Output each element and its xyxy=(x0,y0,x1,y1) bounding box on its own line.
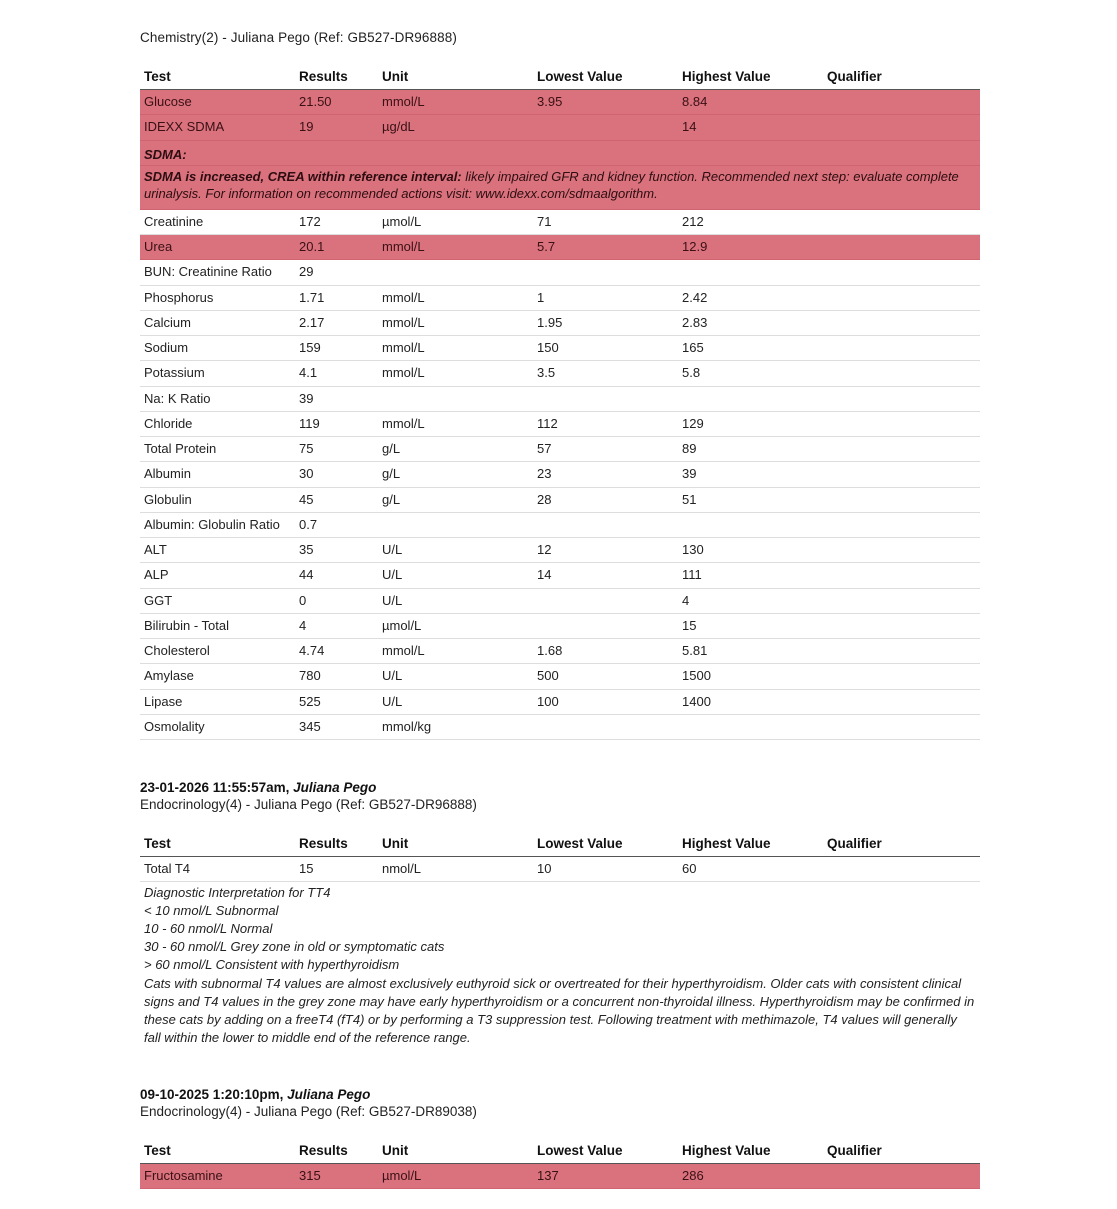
cell-result: 525 xyxy=(295,689,378,714)
cell-unit xyxy=(378,512,533,537)
cell-low: 1.95 xyxy=(533,310,678,335)
table-body xyxy=(140,857,980,882)
cell-low: 5.7 xyxy=(533,235,678,260)
cell-test: Glucose xyxy=(140,90,295,115)
column-header-results: Results xyxy=(295,834,378,857)
cell-low xyxy=(533,386,678,411)
column-header-test: Test xyxy=(140,1141,295,1164)
cell-result: 315 xyxy=(295,1163,378,1188)
cell-qualifier xyxy=(823,235,980,260)
cell-test: Amylase xyxy=(140,664,295,689)
cell-test: Total T4 xyxy=(140,857,295,882)
cell-result: 0 xyxy=(295,588,378,613)
cell-low: 100 xyxy=(533,689,678,714)
lab-results-table-chemistry xyxy=(140,67,980,740)
cell-high: 1500 xyxy=(678,664,823,689)
cell-low xyxy=(533,613,678,638)
cell-result: 29 xyxy=(295,260,378,285)
column-header-qualifier: Qualifier xyxy=(823,834,980,857)
cell-high: 51 xyxy=(678,487,823,512)
lab-results-table-endocrinology-2 xyxy=(140,1141,980,1189)
table-row xyxy=(140,588,980,613)
cell-unit: mmol/L xyxy=(378,235,533,260)
cell-high: 165 xyxy=(678,336,823,361)
cell-result: 45 xyxy=(295,487,378,512)
interpretation-line: > 60 nmol/L Consistent with hyperthyroidism xyxy=(144,956,400,972)
cell-unit: U/L xyxy=(378,664,533,689)
cell-unit: U/L xyxy=(378,588,533,613)
table-row xyxy=(140,411,980,436)
cell-low xyxy=(533,588,678,613)
section-spacer xyxy=(140,1047,977,1087)
section-title-endocrinology-1: Endocrinology(4) - Juliana Pego (Ref: GB527-DR96888) xyxy=(140,797,477,813)
cell-low: 71 xyxy=(533,209,678,234)
table-row xyxy=(140,714,980,739)
cell-result: 35 xyxy=(295,538,378,563)
cell-qualifier xyxy=(823,437,980,462)
cell-low xyxy=(533,115,678,140)
interpretation-line: 30 - 60 nmol/L Grey zone in old or symptomatic cats xyxy=(144,938,445,954)
record-date: 09-10-2025 1:20:10pm, xyxy=(140,1086,284,1102)
column-header-test: Test xyxy=(140,834,295,857)
cell-unit: U/L xyxy=(378,538,533,563)
column-header-results: Results xyxy=(295,67,378,90)
sdma-note-title xyxy=(140,140,980,165)
cell-unit: mmol/L xyxy=(378,361,533,386)
table-header-row xyxy=(140,1141,980,1164)
cell-high: 286 xyxy=(678,1163,823,1188)
table-row xyxy=(140,361,980,386)
cell-result: 159 xyxy=(295,336,378,361)
cell-high: 8.84 xyxy=(678,90,823,115)
table-row xyxy=(140,664,980,689)
interpretation-paragraph: Cats with subnormal T4 values are almost exclusively euthyroid sick or overtreated for their hyperthyroidism. Older cats with consistent clinical signs and T4 values in the grey zone may have early hyperthyroidism or a concurrent non-thyroidal illness. Hyperthyroidism may be confirmed in these cats by adding on a freeT4 (fT4) or by performing a T3 suppression test. Following treatment with methimazole, T4 values will generally fall within the lower to middle end of the reference range. xyxy=(144,976,975,1045)
column-header-unit: Unit xyxy=(378,1141,533,1164)
column-header-test: Test xyxy=(140,67,295,90)
cell-test: Total Protein xyxy=(140,437,295,462)
cell-result: 75 xyxy=(295,437,378,462)
cell-low xyxy=(533,512,678,537)
cell-qualifier xyxy=(823,336,980,361)
interpretation-line: < 10 nmol/L Subnormal xyxy=(144,903,279,919)
table-row xyxy=(140,386,980,411)
column-header-qualifier: Qualifier xyxy=(823,1141,980,1164)
cell-result: 172 xyxy=(295,209,378,234)
cell-test: Sodium xyxy=(140,336,295,361)
cell-qualifier xyxy=(823,1163,980,1188)
cell-qualifier xyxy=(823,639,980,664)
cell-unit xyxy=(378,260,533,285)
table-header xyxy=(140,67,980,90)
cell-high xyxy=(678,714,823,739)
cell-unit xyxy=(378,386,533,411)
cell-unit: g/L xyxy=(378,487,533,512)
cell-test: Urea xyxy=(140,235,295,260)
diagnostic-interpretation xyxy=(140,882,980,1046)
cell-qualifier xyxy=(823,613,980,638)
column-header-highest-value: Highest Value xyxy=(678,834,823,857)
cell-test: ALT xyxy=(140,538,295,563)
cell-low: 1.68 xyxy=(533,639,678,664)
table-body xyxy=(140,90,980,740)
cell-qualifier xyxy=(823,714,980,739)
cell-unit: mmol/L xyxy=(378,336,533,361)
table-row xyxy=(140,235,980,260)
cell-low: 1 xyxy=(533,285,678,310)
interpretation-line: 10 - 60 nmol/L Normal xyxy=(144,920,273,936)
record-header-endocrinology-1 xyxy=(140,780,977,795)
cell-unit: nmol/L xyxy=(378,857,533,882)
table-row xyxy=(140,90,980,115)
cell-unit: g/L xyxy=(378,462,533,487)
cell-high: 111 xyxy=(678,563,823,588)
cell-qualifier xyxy=(823,310,980,335)
cell-high: 2.83 xyxy=(678,310,823,335)
sdma-note-title-row xyxy=(140,140,980,165)
cell-low: 112 xyxy=(533,411,678,436)
cell-high: 129 xyxy=(678,411,823,436)
cell-high: 12.9 xyxy=(678,235,823,260)
cell-low: 500 xyxy=(533,664,678,689)
cell-test: Albumin xyxy=(140,462,295,487)
cell-high xyxy=(678,260,823,285)
cell-test: Potassium xyxy=(140,361,295,386)
record-clinician: Juliana Pego xyxy=(293,780,377,796)
record-date: 23-01-2026 11:55:57am, xyxy=(140,780,290,796)
table-row xyxy=(140,1163,980,1188)
cell-qualifier xyxy=(823,538,980,563)
cell-test: GGT xyxy=(140,588,295,613)
cell-low: 3.5 xyxy=(533,361,678,386)
cell-test: Bilirubin - Total xyxy=(140,613,295,638)
cell-low: 12 xyxy=(533,538,678,563)
cell-high: 89 xyxy=(678,437,823,462)
cell-test: Osmolality xyxy=(140,714,295,739)
cell-unit: µmol/L xyxy=(378,209,533,234)
cell-result: 119 xyxy=(295,411,378,436)
table-row xyxy=(140,613,980,638)
column-header-unit: Unit xyxy=(378,834,533,857)
cell-high xyxy=(678,386,823,411)
cell-low: 3.95 xyxy=(533,90,678,115)
sdma-note-body xyxy=(140,165,980,209)
cell-unit: U/L xyxy=(378,563,533,588)
table-row xyxy=(140,437,980,462)
column-header-lowest-value: Lowest Value xyxy=(533,834,678,857)
table-header xyxy=(140,1141,980,1164)
cell-test: Chloride xyxy=(140,411,295,436)
cell-low: 150 xyxy=(533,336,678,361)
cell-qualifier xyxy=(823,361,980,386)
table-row xyxy=(140,689,980,714)
table-header-row xyxy=(140,67,980,90)
cell-low xyxy=(533,260,678,285)
table-row xyxy=(140,462,980,487)
sdma-note-lead: SDMA is increased, CREA within reference interval: xyxy=(144,168,462,184)
cell-high: 130 xyxy=(678,538,823,563)
cell-qualifier xyxy=(823,285,980,310)
cell-high: 4 xyxy=(678,588,823,613)
cell-test: Globulin xyxy=(140,487,295,512)
cell-test: BUN: Creatinine Ratio xyxy=(140,260,295,285)
column-header-highest-value: Highest Value xyxy=(678,67,823,90)
cell-result: 4.1 xyxy=(295,361,378,386)
table-row xyxy=(140,285,980,310)
cell-unit: mmol/L xyxy=(378,285,533,310)
cell-high: 15 xyxy=(678,613,823,638)
sdma-note-body-row xyxy=(140,165,980,209)
cell-unit: mmol/L xyxy=(378,310,533,335)
cell-qualifier xyxy=(823,462,980,487)
record-clinician: Juliana Pego xyxy=(287,1086,371,1102)
cell-qualifier xyxy=(823,563,980,588)
cell-result: 39 xyxy=(295,386,378,411)
cell-unit: µmol/L xyxy=(378,613,533,638)
cell-high: 39 xyxy=(678,462,823,487)
cell-high: 60 xyxy=(678,857,823,882)
cell-qualifier xyxy=(823,411,980,436)
cell-low: 28 xyxy=(533,487,678,512)
table-row xyxy=(140,538,980,563)
cell-test: Na: K Ratio xyxy=(140,386,295,411)
cell-test: IDEXX SDMA xyxy=(140,115,295,140)
cell-unit: mmol/kg xyxy=(378,714,533,739)
cell-result: 780 xyxy=(295,664,378,689)
cell-qualifier xyxy=(823,512,980,537)
cell-qualifier xyxy=(823,386,980,411)
cell-unit: mmol/L xyxy=(378,411,533,436)
table-row xyxy=(140,115,980,140)
cell-qualifier xyxy=(823,90,980,115)
cell-result: 0.7 xyxy=(295,512,378,537)
cell-high: 5.81 xyxy=(678,639,823,664)
cell-unit: U/L xyxy=(378,689,533,714)
cell-result: 4.74 xyxy=(295,639,378,664)
cell-result: 19 xyxy=(295,115,378,140)
column-header-qualifier: Qualifier xyxy=(823,67,980,90)
column-header-lowest-value: Lowest Value xyxy=(533,67,678,90)
cell-test: Lipase xyxy=(140,689,295,714)
cell-test: Phosphorus xyxy=(140,285,295,310)
cell-high: 14 xyxy=(678,115,823,140)
cell-qualifier xyxy=(823,115,980,140)
sdma-note-text: likely impaired GFR and kidney function. Recommended next step: evaluate complete urinalysis. For information on recommended actions visit: www.idexx.com/sdmaalgorithm. xyxy=(144,168,959,202)
table-header xyxy=(140,834,980,857)
cell-result: 21.50 xyxy=(295,90,378,115)
cell-low xyxy=(533,714,678,739)
sdma-note-title-text: SDMA: xyxy=(144,146,187,162)
cell-low: 57 xyxy=(533,437,678,462)
cell-test: Albumin: Globulin Ratio xyxy=(140,512,295,537)
cell-result: 44 xyxy=(295,563,378,588)
cell-unit: µg/dL xyxy=(378,115,533,140)
cell-qualifier xyxy=(823,689,980,714)
record-header-endocrinology-2 xyxy=(140,1087,977,1102)
cell-high: 2.42 xyxy=(678,285,823,310)
cell-qualifier xyxy=(823,260,980,285)
cell-unit: g/L xyxy=(378,437,533,462)
cell-high: 1400 xyxy=(678,689,823,714)
interpretation-heading: Diagnostic Interpretation for TT4 xyxy=(144,885,331,901)
cell-test: Creatinine xyxy=(140,209,295,234)
column-header-unit: Unit xyxy=(378,67,533,90)
cell-result: 30 xyxy=(295,462,378,487)
cell-qualifier xyxy=(823,588,980,613)
cell-result: 2.17 xyxy=(295,310,378,335)
table-row xyxy=(140,639,980,664)
cell-unit: mmol/L xyxy=(378,90,533,115)
table-row xyxy=(140,487,980,512)
cell-result: 345 xyxy=(295,714,378,739)
cell-qualifier xyxy=(823,487,980,512)
cell-test: ALP xyxy=(140,563,295,588)
cell-test: Calcium xyxy=(140,310,295,335)
cell-unit: µmol/L xyxy=(378,1163,533,1188)
cell-unit: mmol/L xyxy=(378,639,533,664)
table-header-row xyxy=(140,834,980,857)
column-header-highest-value: Highest Value xyxy=(678,1141,823,1164)
section-title-endocrinology-2: Endocrinology(4) - Juliana Pego (Ref: GB527-DR89038) xyxy=(140,1103,477,1119)
table-row xyxy=(140,209,980,234)
table-row xyxy=(140,857,980,882)
column-header-results: Results xyxy=(295,1141,378,1164)
cell-qualifier xyxy=(823,857,980,882)
table-row xyxy=(140,310,980,335)
table-row xyxy=(140,336,980,361)
cell-test: Cholesterol xyxy=(140,639,295,664)
section-title-chemistry: Chemistry(2) - Juliana Pego (Ref: GB527-DR96888) xyxy=(140,30,457,45)
table-row xyxy=(140,512,980,537)
cell-result: 4 xyxy=(295,613,378,638)
table-row xyxy=(140,563,980,588)
cell-test: Fructosamine xyxy=(140,1163,295,1188)
lab-results-table-endocrinology-1 xyxy=(140,834,980,882)
cell-high: 212 xyxy=(678,209,823,234)
cell-qualifier xyxy=(823,209,980,234)
column-header-lowest-value: Lowest Value xyxy=(533,1141,678,1164)
table-row xyxy=(140,260,980,285)
cell-high: 5.8 xyxy=(678,361,823,386)
cell-result: 15 xyxy=(295,857,378,882)
cell-result: 20.1 xyxy=(295,235,378,260)
cell-low: 10 xyxy=(533,857,678,882)
table-body xyxy=(140,1163,980,1188)
cell-low: 137 xyxy=(533,1163,678,1188)
section-spacer xyxy=(140,740,977,780)
cell-low: 23 xyxy=(533,462,678,487)
cell-qualifier xyxy=(823,664,980,689)
cell-result: 1.71 xyxy=(295,285,378,310)
cell-high xyxy=(678,512,823,537)
cell-low: 14 xyxy=(533,563,678,588)
